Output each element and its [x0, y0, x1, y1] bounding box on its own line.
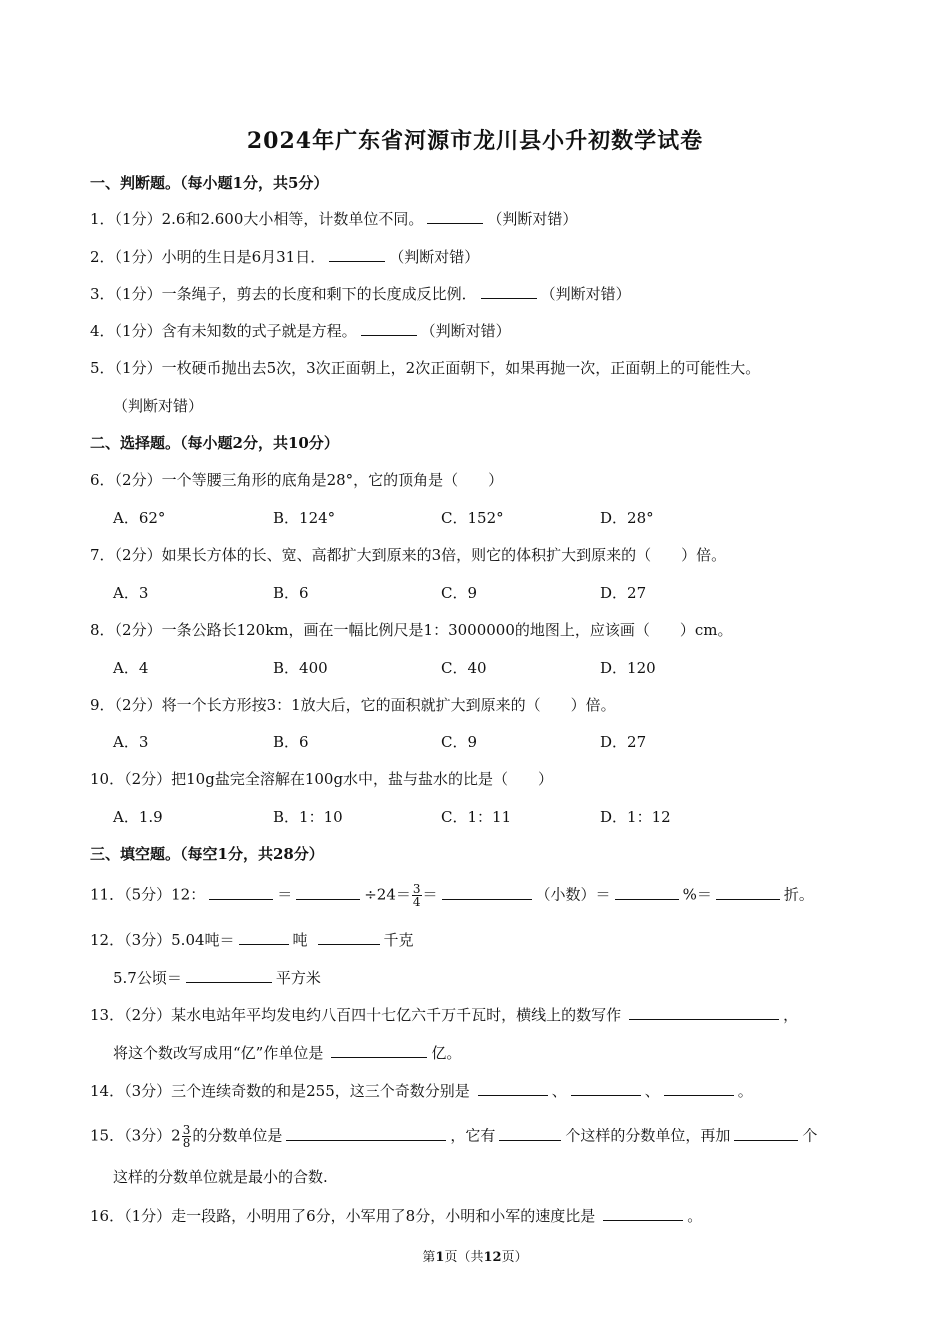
question-text: 将这个数改写成用“亿”作单位是 [113, 1044, 324, 1062]
answer-blank[interactable] [427, 208, 483, 224]
punctuation: 、 [644, 1082, 660, 1100]
answer-blank[interactable] [331, 1042, 427, 1058]
question-12 [90, 929, 414, 951]
answer-blank[interactable] [318, 929, 380, 945]
question-1 [90, 208, 577, 230]
fraction [182, 1124, 192, 1149]
question-5-suffix: （判断对错） [113, 397, 204, 415]
option-d[interactable]: D．27 [600, 733, 647, 751]
page-number: 1 [435, 1250, 445, 1265]
denominator: 8 [182, 1136, 191, 1150]
question-13-line2 [113, 1042, 461, 1064]
unit-label: 亿。 [431, 1044, 462, 1062]
answer-blank[interactable] [296, 884, 360, 900]
fraction [412, 883, 422, 908]
section-heading-judgment: 一、判断题。（每小题1分，共5分） [90, 174, 329, 192]
question-text: 3．（1分）一条绳子，剪去的长度和剩下的长度成反比例． [90, 285, 477, 303]
question-text: 15．（3分）2 [90, 1126, 181, 1145]
option-c[interactable]: C．9 [441, 584, 478, 602]
question-8: 8．（2分）一条公路长120km，画在一幅比例尺是1：3000000的地图上，应该画（ ）cm。 [90, 621, 733, 639]
question-text: 个这样的分数单位，再加 [565, 1126, 731, 1145]
denominator: 4 [412, 895, 421, 909]
question-11 [90, 883, 814, 908]
option-a[interactable]: A．3 [113, 733, 149, 751]
unit-label: 千克 [383, 931, 414, 949]
footer-text: 第 [422, 1250, 436, 1265]
answer-blank[interactable] [286, 1125, 446, 1141]
punctuation: 。 [687, 1207, 703, 1225]
answer-blank[interactable] [239, 929, 289, 945]
option-b[interactable]: B．6 [273, 584, 309, 602]
option-c[interactable]: C．9 [441, 733, 478, 751]
question-14 [90, 1080, 753, 1102]
punctuation: 。 [737, 1082, 753, 1100]
question-7: 7．（2分）如果长方体的长、宽、高都扩大到原来的3倍，则它的体积扩大到原来的（ ）倍。 [90, 546, 727, 564]
divide-text: ÷24＝ [364, 885, 411, 904]
question-text: 4．（1分）含有未知数的式子就是方程。 [90, 322, 357, 340]
question-text: 16．（1分）走一段路，小明用了6分，小军用了8分，小明和小军的速度比是 [90, 1207, 596, 1225]
option-c[interactable]: C．1：11 [441, 808, 512, 826]
option-b[interactable]: B．400 [273, 659, 328, 677]
question-text: ，它有 [450, 1126, 496, 1145]
section-heading-fill-in: 三、填空题。（每空1分，共28分） [90, 845, 324, 863]
page-title: 2024年广东省河源市龙川县小升初数学试卷 [246, 128, 704, 154]
section-heading-choice: 二、选择题。（每小题2分，共10分） [90, 434, 339, 452]
question-10: 10．（2分）把10g盐完全溶解在100g水中，盐与盐水的比是（ ） [90, 770, 554, 788]
question-6: 6．（2分）一个等腰三角形的底角是28°，它的顶角是（ ） [90, 471, 504, 489]
total-pages: 12 [483, 1250, 502, 1265]
option-b[interactable]: B．1：10 [273, 808, 343, 826]
numerator: 3 [182, 1123, 191, 1137]
discount-label: 折。 [783, 885, 814, 904]
answer-blank[interactable] [603, 1205, 683, 1221]
question-4 [90, 320, 511, 342]
option-c[interactable]: C．152° [441, 509, 504, 527]
page-footer [0, 1246, 950, 1265]
option-b[interactable]: B．6 [273, 733, 309, 751]
answer-blank[interactable] [571, 1080, 641, 1096]
answer-blank[interactable] [716, 884, 780, 900]
question-text: 5．（1分）一枚硬币抛出去5次，3次正面朝上，2次正面朝下，如果再抛一次，正面朝上的可能性大。 [90, 359, 761, 377]
punctuation: 、 [551, 1082, 567, 1100]
numerator: 3 [412, 882, 421, 896]
equals-sign: ＝ [422, 885, 438, 904]
answer-blank[interactable] [499, 1125, 561, 1141]
option-a[interactable]: A．3 [113, 584, 149, 602]
footer-text: 页（共 [444, 1250, 484, 1265]
footer-text: 页） [501, 1250, 528, 1265]
question-5 [90, 357, 760, 379]
option-a[interactable]: A．62° [113, 509, 166, 527]
question-2 [90, 246, 479, 268]
question-text: 14．（3分）三个连续奇数的和是255，这三个奇数分别是 [90, 1082, 470, 1100]
answer-blank[interactable] [361, 320, 417, 336]
question-text: 个 [802, 1126, 818, 1145]
equals-sign: ＝ [277, 885, 293, 904]
decimal-label: （小数）＝ [535, 885, 611, 904]
unit-label: 平方米 [275, 969, 321, 987]
question-text: 5.7公顷＝ [113, 969, 182, 987]
question-15 [90, 1124, 817, 1149]
question-3 [90, 283, 631, 305]
answer-blank[interactable] [664, 1080, 734, 1096]
question-suffix: （判断对错） [389, 248, 480, 266]
option-b[interactable]: B．124° [273, 509, 336, 527]
option-d[interactable]: D．27 [600, 584, 647, 602]
answer-blank[interactable] [186, 967, 272, 983]
question-16 [90, 1205, 702, 1227]
question-suffix: （判断对错） [487, 210, 578, 228]
question-suffix: （判断对错） [420, 322, 511, 340]
question-text: 13．（2分）某水电站年平均发电约八百四十七亿六千万千瓦时，横线上的数写作 [90, 1006, 622, 1024]
question-text: 12．（3分）5.04吨＝ [90, 931, 235, 949]
option-a[interactable]: A．4 [113, 659, 149, 677]
question-12-line2 [113, 967, 321, 989]
question-suffix: （判断对错） [540, 285, 631, 303]
answer-blank[interactable] [481, 283, 537, 299]
answer-blank[interactable] [209, 884, 273, 900]
question-text: 1．（1分）2.6和2.600大小相等，计数单位不同。 [90, 210, 424, 228]
unit-label: 吨 [292, 931, 308, 949]
option-d[interactable]: D．120 [600, 659, 656, 677]
answer-blank[interactable] [478, 1080, 548, 1096]
option-d[interactable]: D．28° [600, 509, 654, 527]
question-text: 11．（5分）12： [90, 885, 206, 904]
question-text: 的分数单位是 [192, 1126, 283, 1145]
question-15-line2: 这样的分数单位就是最小的合数. [113, 1168, 328, 1186]
punctuation: ， [783, 1006, 799, 1024]
answer-blank[interactable] [734, 1125, 798, 1141]
percent-label: %＝ [682, 885, 712, 904]
answer-blank[interactable] [442, 884, 532, 900]
answer-blank[interactable] [629, 1004, 779, 1020]
answer-blank[interactable] [329, 246, 385, 262]
option-c[interactable]: C．40 [441, 659, 487, 677]
answer-blank[interactable] [615, 884, 679, 900]
option-a[interactable]: A．1.9 [113, 808, 163, 826]
question-9: 9．（2分）将一个长方形按3：1放大后，它的面积就扩大到原来的（ ）倍。 [90, 696, 616, 714]
option-d[interactable]: D．1：12 [600, 808, 671, 826]
question-13 [90, 1004, 798, 1026]
question-text: 2．（1分）小明的生日是6月31日． [90, 248, 326, 266]
